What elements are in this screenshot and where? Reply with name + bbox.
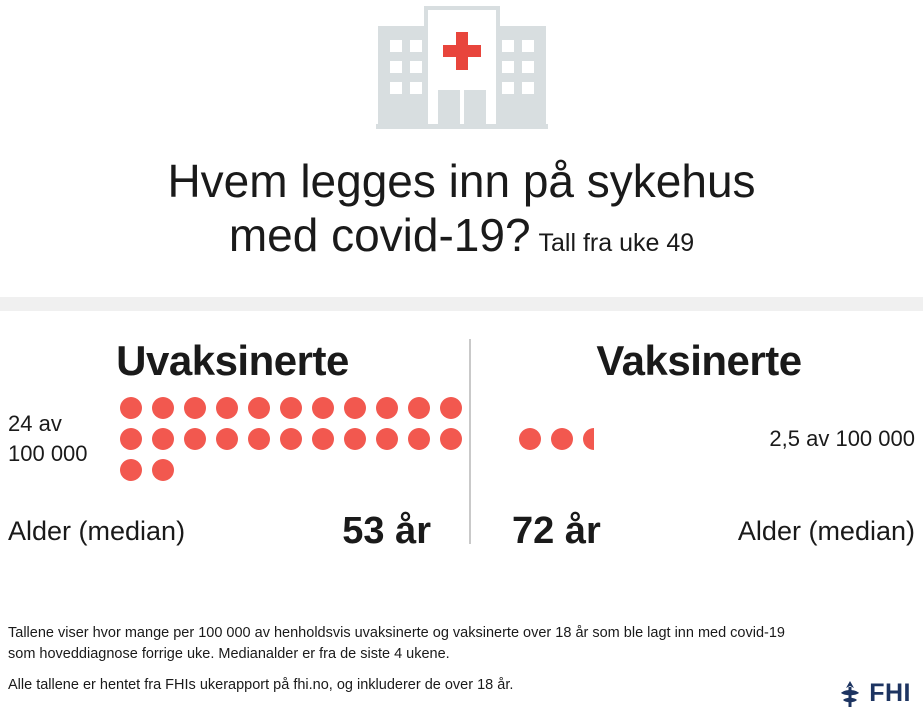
group-title-unvaccinated: Uvaksinerte	[116, 336, 349, 384]
section-divider	[0, 297, 923, 311]
dot	[408, 428, 430, 450]
comparison-section	[0, 311, 923, 559]
rate-row	[0, 401, 923, 477]
dot	[120, 428, 142, 450]
group-title-vaccinated: Vaksinerte	[596, 336, 802, 384]
rate-label-vaccinated: 2,5 av 100 000	[769, 425, 915, 451]
age-label-unvaccinated: Alder (median)	[8, 516, 186, 547]
title-line-2	[0, 208, 923, 262]
fhi-logo	[837, 679, 911, 708]
dot	[152, 397, 174, 419]
dot	[440, 397, 462, 419]
age-value-unvaccinated: 53 år	[342, 510, 431, 553]
title-subtitle: Tall fra uke 49	[538, 229, 695, 258]
title-line-2-text: med covid-19?	[228, 209, 531, 262]
age-row	[0, 505, 923, 559]
rate-label-unvaccinated-line2: 100 000	[8, 440, 88, 466]
dot-chart-vaccinated	[467, 428, 683, 450]
fhi-logo-text: FHI	[869, 679, 911, 707]
dot	[280, 428, 302, 450]
dot	[248, 428, 270, 450]
page-title	[0, 132, 923, 263]
footer-notes	[0, 623, 923, 720]
dot	[120, 397, 142, 419]
dot	[519, 428, 541, 450]
dot-chart-unvaccinated	[112, 397, 467, 481]
dot	[312, 428, 334, 450]
dot	[248, 397, 270, 419]
dot	[376, 428, 398, 450]
dot	[152, 428, 174, 450]
dot	[344, 428, 366, 450]
rate-label-unvaccinated	[0, 409, 112, 468]
dot	[216, 428, 238, 450]
dot	[184, 397, 206, 419]
dot	[280, 397, 302, 419]
title-line-1: Hvem legges inn på sykehus	[167, 155, 756, 207]
footnote-2: Alle tallene er hentet fra FHIs ukerapport på fhi.no, og inkluderer de over 18 år.	[8, 676, 514, 693]
dot	[440, 428, 462, 450]
dot	[216, 397, 238, 419]
dot	[152, 459, 174, 481]
vertical-divider	[469, 339, 471, 544]
comparison-titles	[0, 337, 923, 385]
footnote-1: Tallene viser hvor mange per 100 000 av henholdsvis uvaksinerte og vaksinerte over 18 år som ble lagt inn med covid-19 som hoveddiagnose forrige uke. Medianalder er fra de siste 4 ukene.	[8, 624, 785, 662]
dot	[376, 397, 398, 419]
hospital-illustration	[0, 0, 923, 132]
dot-half	[583, 428, 605, 450]
age-label-vaccinated: Alder (median)	[737, 516, 915, 547]
dot	[184, 428, 206, 450]
hospital-icon	[376, 6, 548, 132]
age-value-vaccinated: 72 år	[512, 510, 601, 553]
fhi-logo-icon	[837, 680, 863, 708]
dot	[344, 397, 366, 419]
dot	[408, 397, 430, 419]
dot	[551, 428, 573, 450]
rate-label-unvaccinated-line1: 24 av	[8, 410, 62, 436]
dot	[120, 459, 142, 481]
dot	[312, 397, 334, 419]
